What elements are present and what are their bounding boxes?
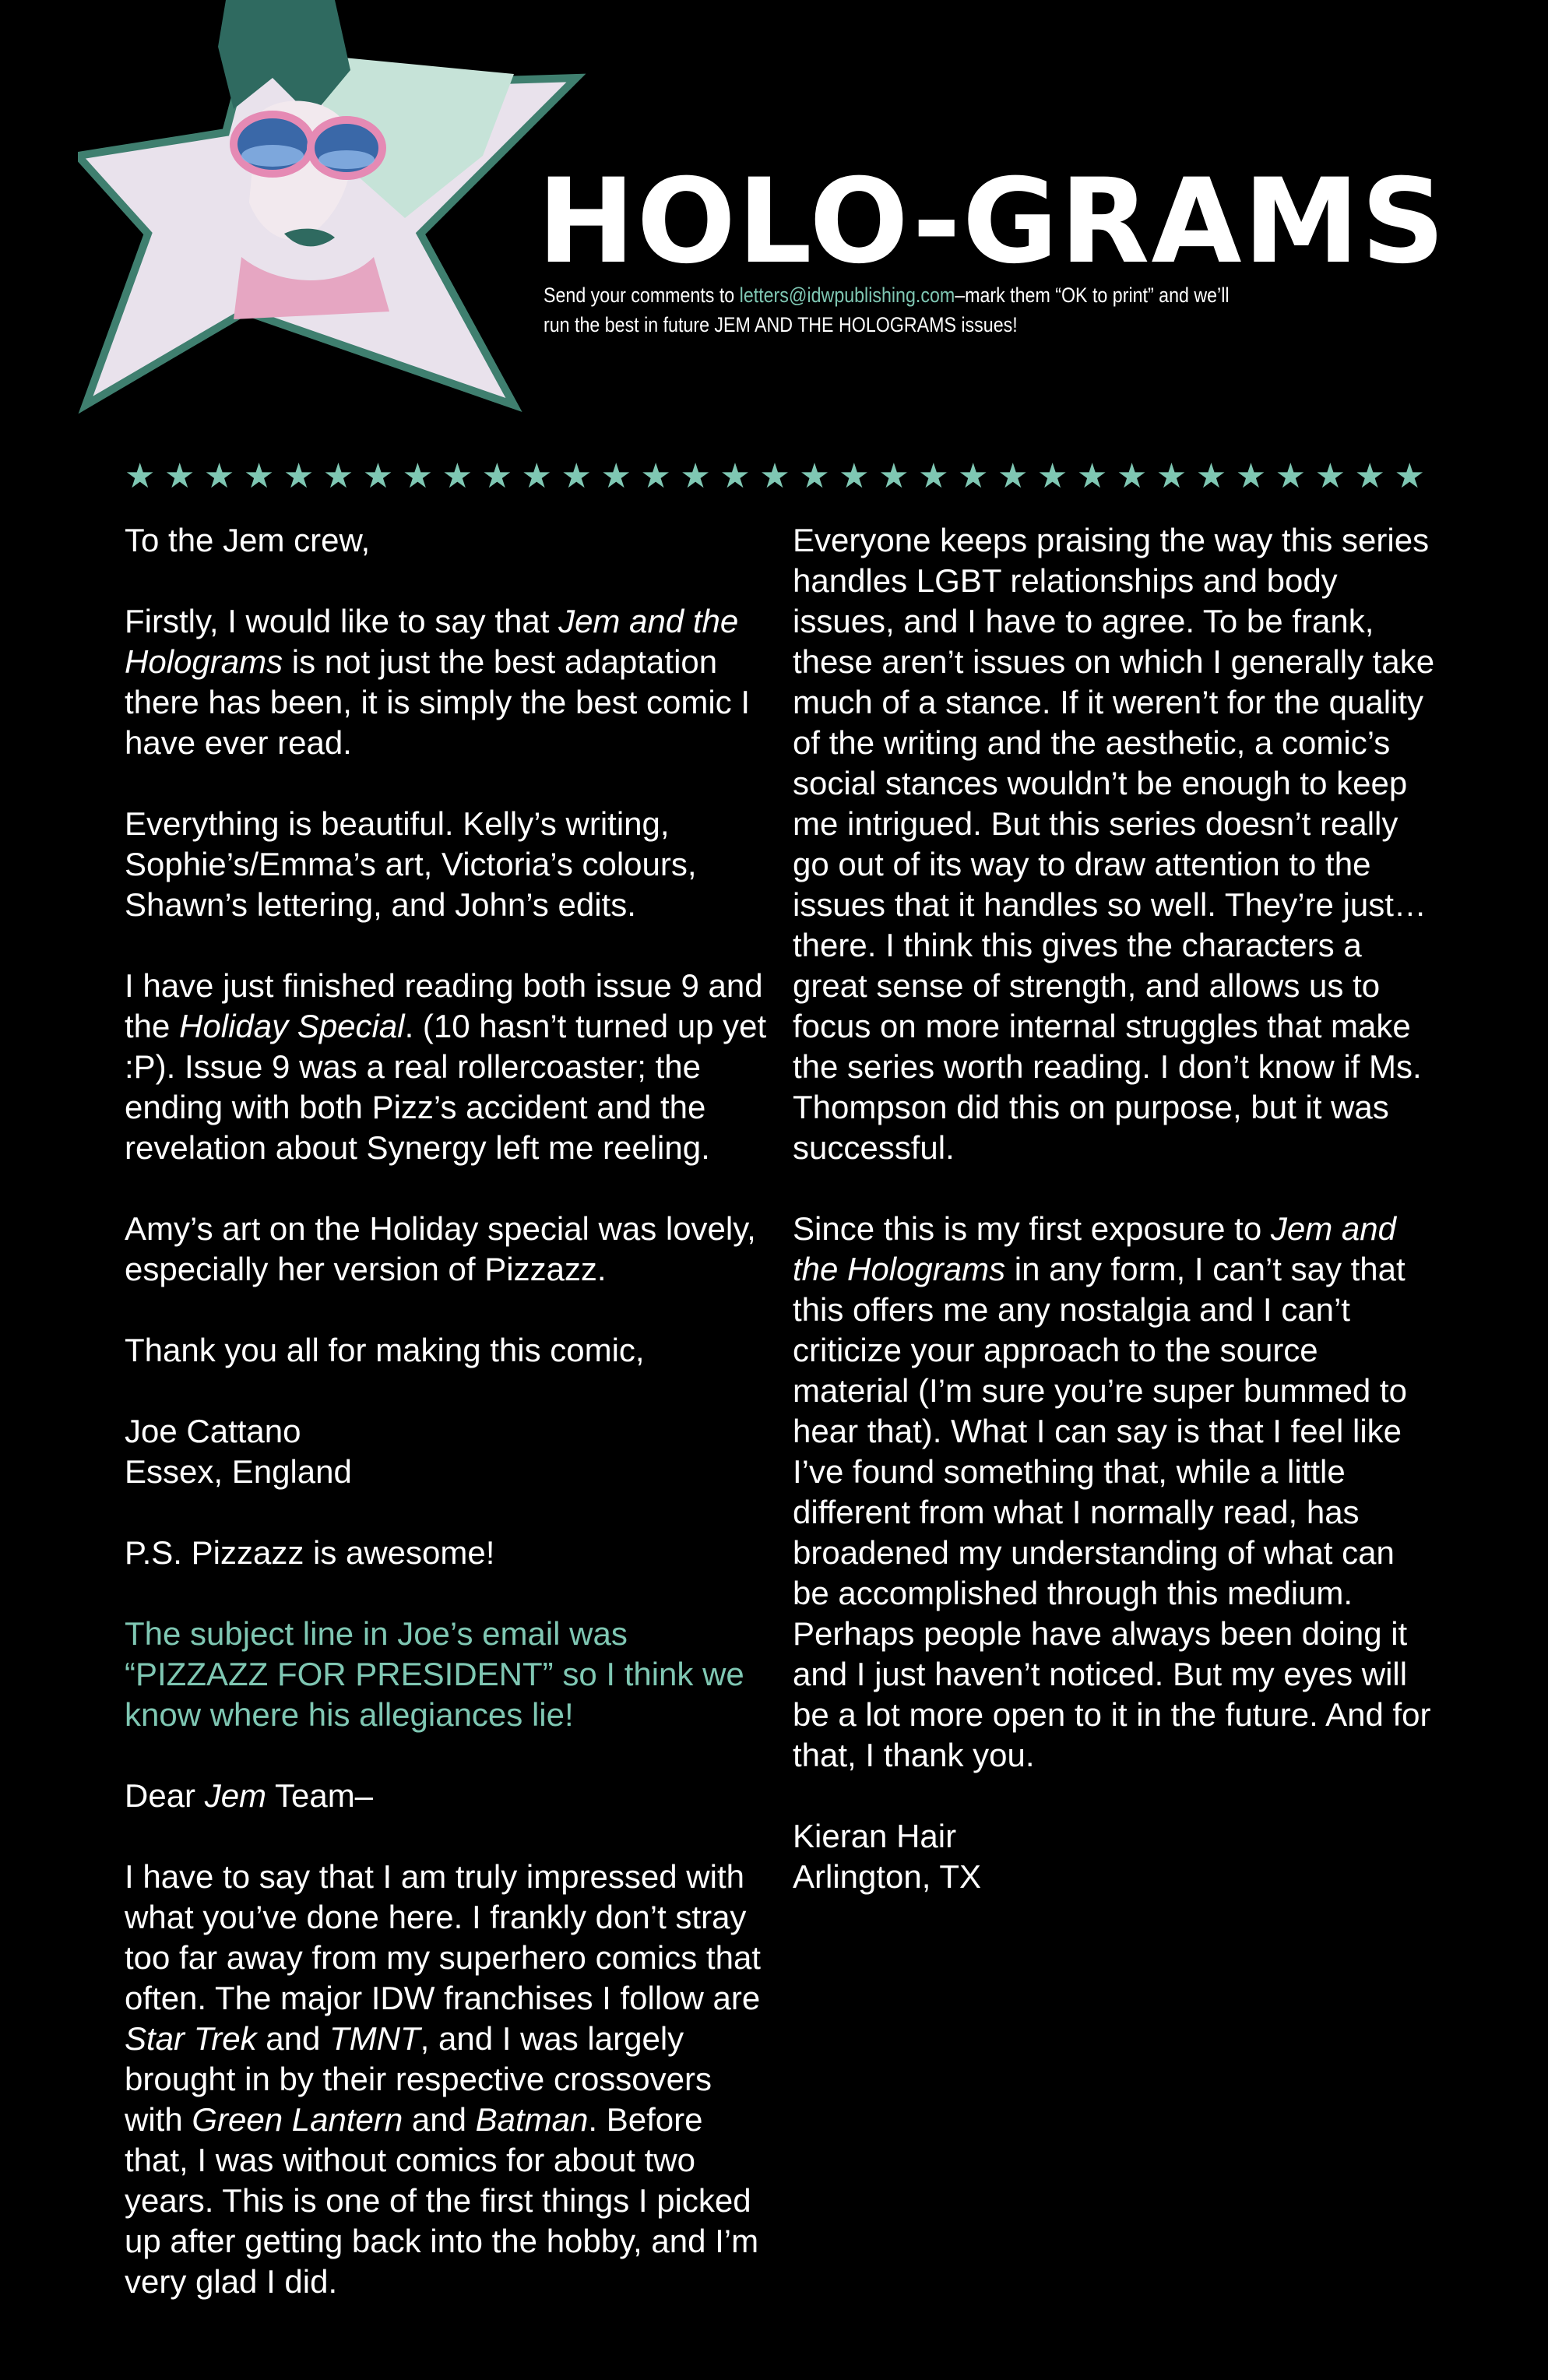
email-address: letters@idwpublishing.com <box>739 283 955 307</box>
divider-star-icon: ★ <box>839 456 870 496</box>
divider-star-icon: ★ <box>1156 456 1187 496</box>
page-title: HOLO-GRAMS <box>537 154 1447 290</box>
divider-star-icon: ★ <box>1314 456 1346 496</box>
divider-star-icon: ★ <box>125 456 156 496</box>
divider-star-icon: ★ <box>958 456 989 496</box>
divider-star-icon: ★ <box>322 456 354 496</box>
letter-paragraph: Since this is my first exposure to Jem and the Holograms in any form, I can’t say that this offers me any nostalgia and I can’t criticize your approach to the source material (I’m sure you’re super bummed to hear that). What I can say is that I feel like I’ve found something that, while a little different from what I normally read, has broadened my understanding of what can be accomplished through this medium. Perhaps people have always been doing it and I just haven’t noticed. But my eyes will be a lot more open to it in the future. And for that, I thank you. <box>793 1210 1431 1773</box>
divider-star-icon: ★ <box>203 456 235 496</box>
letter-paragraph: Everything is beautiful. Kelly’s writing, Sophie’s/Emma’s art, Victoria’s colours, Shawn’s lettering, and John’s edits. <box>125 805 697 923</box>
column-right <box>793 520 1439 1938</box>
divider-star-icon: ★ <box>521 456 552 496</box>
divider-star-icon: ★ <box>1076 456 1108 496</box>
divider-star-icon: ★ <box>997 456 1029 496</box>
divider-star-icon: ★ <box>878 456 909 496</box>
divider-star-icon: ★ <box>600 456 632 496</box>
signature-name: Joe Cattano <box>125 1413 301 1449</box>
divider-star-icon: ★ <box>283 456 315 496</box>
letter-paragraph: Firstly, I would like to say that Jem and the Holograms is not just the best adaptation there has been, it is simply the best comic I have ever read. <box>125 603 751 761</box>
letter-paragraph: Amy’s art on the Holiday special was lovely, especially her version of Pizzazz. <box>125 1210 756 1287</box>
divider-star-icon: ★ <box>719 456 751 496</box>
divider-star-icon: ★ <box>1195 456 1227 496</box>
letter-paragraph: Everyone keeps praising the way this series handles LGBT relationships and body issues, and I have to agree. To be frank, these aren’t issues on which I generally take much of a stance. If it weren’t for the quality of the writing and the aesthetic, a comic’s social stances wouldn’t be enough to keep me intrigued. But this series doesn’t really go out of its way to draw attention to the issues that it handles so well. They’re just… there. I think this gives the characters a great sense of strength, and allows us to focus on more internal struggles that make the series worth reading. I don’t know if Ms. Thompson did this on purpose, but it was successful. <box>793 522 1435 1166</box>
column-left <box>125 520 771 2343</box>
divider-star-icon: ★ <box>1116 456 1148 496</box>
letter-paragraph: I have to say that I am truly impressed with what you’ve done here. I frankly don’t stray too far away from my superhero comics that often. The major IDW franchises I follow are Star Trek and TMNT, and I was largely brought in by their respective crossovers with Green Lantern and Batman. Before that, I was without comics for about two years. This is one of the first things I picked up after getting back into the hobby, and I’m very glad I did. <box>125 1858 761 2300</box>
divider-star-icon: ★ <box>481 456 513 496</box>
divider-star-icon: ★ <box>1394 456 1425 496</box>
divider-star-icon: ★ <box>561 456 592 496</box>
signature-name: Kieran Hair <box>793 1818 957 1854</box>
divider-star-icon: ★ <box>680 456 711 496</box>
note-suffix: –mark them “OK to print” and we’ll run the best in future JEM AND THE HOLOGRAMS issues! <box>544 283 1230 336</box>
divider-star-icon: ★ <box>1036 456 1068 496</box>
divider-star-icon: ★ <box>1354 456 1385 496</box>
letter-paragraph: I have just finished reading both issue 9 and the Holiday Special. (10 hasn’t turned up yet :P). Issue 9 was a real rollercoaster; the ending with both Pizz’s accident and the revelation about Synergy left me reeling. <box>125 967 767 1166</box>
letter-postscript: P.S. Pizzazz is awesome! <box>125 1534 495 1571</box>
letter-greeting: To the Jem crew, <box>125 522 371 558</box>
divider-star-icon: ★ <box>799 456 830 496</box>
divider-star-icon: ★ <box>918 456 949 496</box>
divider-star-icon: ★ <box>164 456 195 496</box>
divider-star-icon: ★ <box>759 456 790 496</box>
note-prefix: Send your comments to <box>544 283 740 307</box>
signature-place: Arlington, TX <box>793 1858 982 1895</box>
divider-star-icon: ★ <box>442 456 473 496</box>
divider-star-icon: ★ <box>243 456 275 496</box>
divider-star-icon: ★ <box>1235 456 1267 496</box>
letter-closing: Thank you all for making this comic, <box>125 1332 645 1368</box>
submission-note <box>544 280 1254 340</box>
editor-reply: The subject line in Joe’s email was “PIZZAZZ FOR PRESIDENT” so I think we know where his allegiances lie! <box>125 1615 744 1733</box>
holo-star-logo <box>78 0 592 436</box>
divider-star-icon: ★ <box>362 456 394 496</box>
star-divider <box>125 456 1425 496</box>
letter-greeting: Dear Jem Team– <box>125 1777 374 1814</box>
divider-star-icon: ★ <box>1275 456 1307 496</box>
divider-star-icon: ★ <box>402 456 434 496</box>
signature-place: Essex, England <box>125 1453 352 1490</box>
divider-star-icon: ★ <box>640 456 671 496</box>
